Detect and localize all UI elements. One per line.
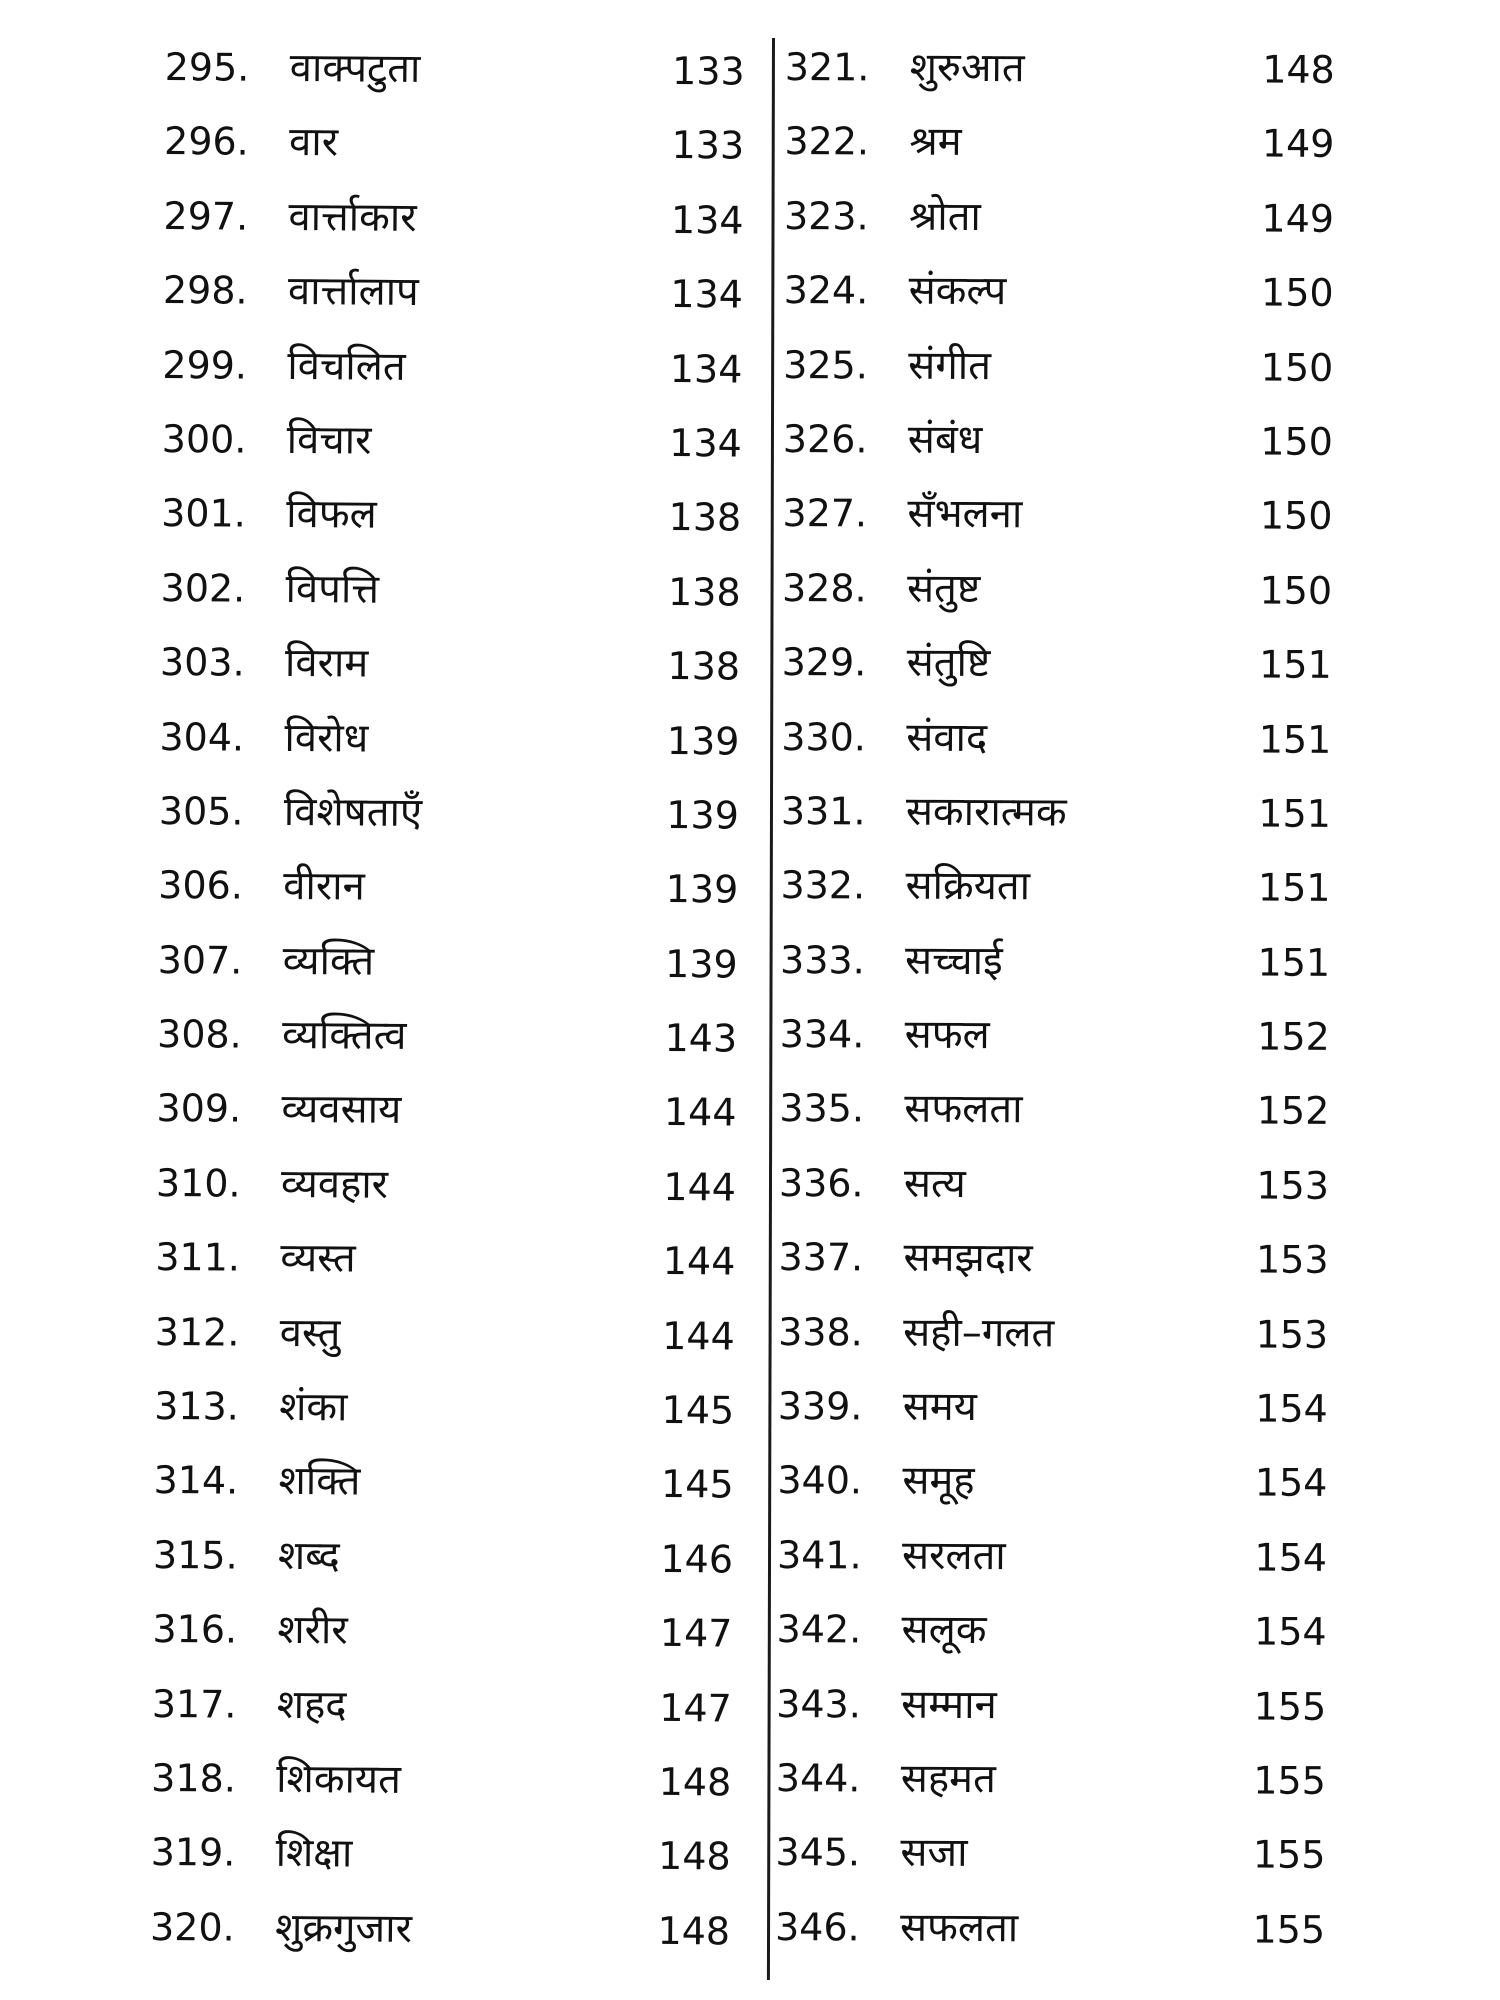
- entry-number: 327.: [782, 491, 868, 536]
- entry-term: श्रोता: [908, 193, 981, 240]
- index-entry: [159, 774, 760, 853]
- entry-page-number: 151: [1257, 940, 1331, 985]
- index-entry: [783, 328, 1383, 406]
- index-entry: [778, 1369, 1378, 1447]
- entry-number: 295.: [164, 44, 250, 90]
- entry-number: 321.: [784, 44, 870, 90]
- entry-term: संवाद: [906, 714, 988, 761]
- entry-number: 301.: [161, 491, 246, 536]
- entry-term: सरलता: [901, 1532, 1006, 1579]
- entry-term: व्यस्त: [280, 1235, 356, 1282]
- entry-term: सजा: [900, 1830, 968, 1877]
- entry-term: वार: [288, 119, 339, 166]
- index-entry: [776, 1667, 1376, 1745]
- index-entry: [154, 1295, 755, 1374]
- entry-number: 341.: [776, 1532, 862, 1578]
- index-entry: [784, 104, 1384, 182]
- index-entry: [781, 625, 1381, 703]
- index-entry: [775, 1815, 1375, 1893]
- entry-number: 320.: [149, 1904, 235, 1950]
- entry-number: 343.: [776, 1681, 861, 1727]
- index-entry: [163, 253, 764, 332]
- entry-number: 339.: [777, 1384, 863, 1429]
- entry-page-number: 139: [665, 867, 739, 912]
- entry-term: सफलता: [904, 1086, 1023, 1133]
- entry-number: 296.: [163, 119, 249, 165]
- entry-term: शुक्रगुजार: [274, 1904, 413, 1952]
- index-entry: [779, 1071, 1379, 1149]
- entry-page-number: 155: [1252, 1907, 1326, 1952]
- index-entry: [160, 551, 761, 630]
- entry-page-number: 150: [1260, 270, 1334, 316]
- entry-term: सफल: [904, 1011, 990, 1059]
- index-entry: [783, 253, 1383, 331]
- entry-number: 337.: [778, 1235, 864, 1280]
- entry-number: 303.: [159, 640, 245, 685]
- entry-page-number: 153: [1255, 1312, 1329, 1357]
- entry-term: विराम: [284, 640, 369, 687]
- index-entry: [785, 30, 1385, 108]
- entry-term: सम्मान: [901, 1681, 997, 1728]
- entry-number: 334.: [779, 1012, 865, 1057]
- entry-term: संबंध: [907, 416, 983, 463]
- index-column-right: [775, 30, 1385, 1967]
- entry-page-number: 144: [662, 1313, 735, 1359]
- entry-number: 300.: [161, 416, 247, 462]
- index-entry: [783, 402, 1383, 480]
- entry-page-number: 152: [1256, 1088, 1330, 1134]
- index-entry: [781, 700, 1381, 778]
- index-entry: [782, 476, 1382, 554]
- entry-page-number: 147: [659, 1685, 733, 1731]
- entry-page-number: 155: [1253, 1758, 1326, 1803]
- index-entry: [156, 1071, 757, 1150]
- index-entry: [781, 774, 1381, 852]
- entry-number: 340.: [777, 1458, 863, 1503]
- entry-term: सकारात्मक: [905, 788, 1067, 836]
- entry-number: 332.: [780, 863, 866, 908]
- entry-number: 328.: [781, 565, 867, 611]
- entry-page-number: 134: [670, 197, 744, 243]
- entry-number: 302.: [160, 565, 246, 611]
- entry-term: व्यवसाय: [281, 1086, 402, 1134]
- entry-page-number: 148: [1262, 47, 1335, 92]
- index-entry: [778, 1220, 1378, 1298]
- entry-page-number: 147: [659, 1611, 733, 1656]
- index-entry: [164, 30, 765, 109]
- index-entry: [154, 1369, 755, 1448]
- index-entry: [775, 1890, 1375, 1968]
- entry-page-number: 134: [670, 272, 744, 317]
- entry-page-number: 149: [1261, 196, 1335, 241]
- entry-page-number: 153: [1256, 1163, 1330, 1208]
- index-entry: [157, 923, 758, 1002]
- entry-number: 297.: [163, 193, 249, 239]
- index-entry: [776, 1741, 1376, 1819]
- index-entry: [159, 699, 760, 778]
- entry-number: 311.: [155, 1235, 241, 1280]
- index-entry: [152, 1667, 753, 1746]
- entry-page-number: 138: [667, 569, 741, 615]
- index-entry: [158, 848, 759, 927]
- entry-number: 342.: [776, 1607, 862, 1652]
- index-entry: [151, 1741, 752, 1820]
- entry-page-number: 134: [669, 346, 743, 392]
- entry-term: शहद: [276, 1681, 347, 1729]
- entry-page-number: 150: [1260, 419, 1333, 464]
- entry-page-number: 146: [660, 1536, 734, 1582]
- entry-page-number: 155: [1252, 1832, 1326, 1878]
- entry-page-number: 144: [662, 1239, 736, 1284]
- entry-number: 315.: [152, 1532, 238, 1578]
- entry-page-number: 154: [1255, 1386, 1328, 1431]
- entry-term: शरीर: [277, 1607, 348, 1654]
- entry-term: वस्तु: [279, 1309, 341, 1357]
- entry-term: शब्द: [277, 1532, 340, 1580]
- entry-term: सक्रियता: [905, 862, 1031, 910]
- index-entry: [162, 328, 763, 407]
- index-entry: [780, 997, 1380, 1075]
- entry-page-number: 145: [661, 1387, 735, 1433]
- entry-term: समूह: [902, 1458, 975, 1505]
- entry-term: विपत्ति: [285, 565, 380, 613]
- index-entry: [782, 551, 1382, 629]
- entry-number: 330.: [781, 714, 867, 759]
- index-entry: [163, 179, 764, 258]
- entry-page-number: 152: [1257, 1014, 1330, 1059]
- index-entry: [153, 1518, 754, 1597]
- entry-number: 329.: [781, 640, 867, 685]
- entry-term: शिक्षा: [275, 1830, 353, 1877]
- entry-term: संकल्प: [908, 267, 1007, 315]
- entry-number: 326.: [782, 416, 868, 462]
- index-entry: [784, 179, 1384, 257]
- entry-page-number: 144: [663, 1090, 737, 1135]
- entry-page-number: 138: [668, 495, 742, 540]
- entry-term: विरोध: [284, 714, 369, 762]
- entry-term: शिकायत: [276, 1755, 402, 1803]
- entry-number: 310.: [155, 1160, 241, 1206]
- entry-term: सच्चाई: [905, 937, 1003, 984]
- entry-term: व्यक्ति: [282, 937, 375, 985]
- entry-term: समझदार: [903, 1234, 1033, 1282]
- entry-page-number: 139: [666, 792, 740, 838]
- entry-page-number: 138: [667, 644, 741, 689]
- index-entry: [161, 476, 762, 555]
- entry-page-number: 148: [657, 1834, 731, 1879]
- entry-term: विशेषताएँ: [283, 788, 423, 836]
- index-entry: [161, 402, 762, 481]
- entry-number: 335.: [779, 1086, 865, 1131]
- index-entry: [150, 1890, 751, 1969]
- entry-page-number: 144: [663, 1164, 737, 1210]
- entry-number: 309.: [156, 1086, 242, 1132]
- entry-number: 322.: [784, 119, 870, 164]
- entry-term: सही–गलत: [903, 1309, 1055, 1357]
- entry-number: 306.: [158, 863, 244, 908]
- entry-page-number: 153: [1255, 1237, 1329, 1283]
- entry-number: 316.: [152, 1607, 238, 1652]
- entry-page-number: 139: [664, 941, 738, 987]
- entry-term: सँभलना: [907, 490, 1023, 538]
- entry-page-number: 145: [660, 1462, 734, 1507]
- entry-number: 313.: [154, 1383, 239, 1429]
- entry-number: 331.: [780, 788, 866, 834]
- entry-term: व्यक्तित्व: [281, 1012, 407, 1060]
- entry-term: संगीत: [908, 342, 992, 389]
- entry-page-number: 151: [1259, 642, 1332, 687]
- entry-term: वार्त्ताकार: [288, 193, 417, 241]
- entry-term: सलूक: [901, 1606, 987, 1654]
- index-entry: [152, 1592, 753, 1671]
- entry-term: संतुष्ट: [906, 565, 981, 612]
- entry-page-number: 150: [1260, 345, 1334, 390]
- entry-number: 314.: [153, 1458, 239, 1504]
- entry-number: 298.: [162, 268, 248, 313]
- entry-term: सत्य: [903, 1160, 966, 1207]
- entry-term: व्यवहार: [280, 1160, 389, 1208]
- entry-number: 346.: [774, 1904, 860, 1950]
- entry-number: 299.: [162, 342, 248, 388]
- entry-term: सहमत: [900, 1755, 996, 1803]
- entry-page-number: 133: [671, 48, 745, 94]
- entry-page-number: 151: [1258, 717, 1332, 762]
- entry-term: विचलित: [287, 342, 406, 390]
- entry-term: वाक्पटुता: [289, 44, 421, 93]
- entry-number: 333.: [780, 937, 865, 983]
- entry-number: 324.: [783, 268, 869, 313]
- entry-page-number: 154: [1254, 1460, 1328, 1506]
- entry-page-number: 134: [669, 420, 742, 466]
- entry-term: वार्त्तालाप: [287, 268, 419, 316]
- index-entry: [156, 1146, 757, 1225]
- entry-term: विचार: [286, 416, 372, 464]
- index-entry: [164, 104, 765, 183]
- entry-page-number: 151: [1258, 791, 1332, 836]
- entry-number: 344.: [775, 1755, 861, 1801]
- entry-page-number: 150: [1259, 568, 1333, 613]
- index-entry: [780, 848, 1380, 926]
- index-entry: [153, 1443, 754, 1522]
- entry-number: 338.: [778, 1309, 863, 1355]
- entry-term: समय: [902, 1383, 978, 1431]
- index-entry: [150, 1815, 751, 1894]
- index-column-left: [150, 30, 765, 1969]
- entry-number: 323.: [783, 193, 869, 239]
- entry-page-number: 149: [1261, 121, 1335, 167]
- entry-term: शंका: [279, 1383, 348, 1431]
- index-entry: [778, 1295, 1378, 1373]
- entry-page-number: 148: [657, 1908, 731, 1954]
- entry-term: वीरान: [283, 863, 365, 910]
- index-entry: [155, 1220, 756, 1299]
- entry-page-number: 133: [671, 123, 745, 168]
- entry-term: श्रम: [909, 119, 962, 166]
- entry-number: 325.: [783, 342, 868, 388]
- entry-number: 304.: [159, 714, 245, 760]
- entry-page-number: 154: [1253, 1609, 1327, 1655]
- entry-number: 345.: [775, 1830, 861, 1875]
- index-entry: [779, 1146, 1379, 1224]
- index-entry: [157, 997, 758, 1076]
- index-entry: [777, 1443, 1377, 1521]
- entry-number: 336.: [778, 1160, 864, 1206]
- column-divider: [767, 38, 775, 1980]
- entry-term: सफलता: [899, 1904, 1019, 1952]
- entry-number: 312.: [154, 1309, 240, 1355]
- entry-number: 305.: [158, 788, 244, 834]
- entry-number: 307.: [157, 937, 243, 983]
- entry-term: संतुष्टि: [906, 639, 991, 687]
- entry-page-number: 150: [1259, 493, 1333, 539]
- entry-page-number: 148: [658, 1759, 732, 1805]
- entry-number: 317.: [151, 1681, 237, 1727]
- entry-page-number: 139: [666, 718, 740, 764]
- entry-page-number: 154: [1254, 1535, 1328, 1580]
- entry-term: शक्ति: [278, 1458, 361, 1506]
- entry-term: विफल: [286, 491, 377, 539]
- index-entry: [160, 625, 761, 704]
- entry-term: शुरुआत: [909, 44, 1025, 92]
- entry-page-number: 155: [1253, 1684, 1327, 1729]
- index-entry: [776, 1592, 1376, 1670]
- index-entry: [780, 923, 1380, 1001]
- entry-page-number: 151: [1257, 865, 1331, 911]
- index-entry: [777, 1518, 1377, 1596]
- entry-number: 318.: [151, 1755, 237, 1801]
- entry-page-number: 143: [664, 1016, 738, 1061]
- entry-number: 319.: [150, 1830, 236, 1875]
- entry-number: 308.: [156, 1012, 242, 1057]
